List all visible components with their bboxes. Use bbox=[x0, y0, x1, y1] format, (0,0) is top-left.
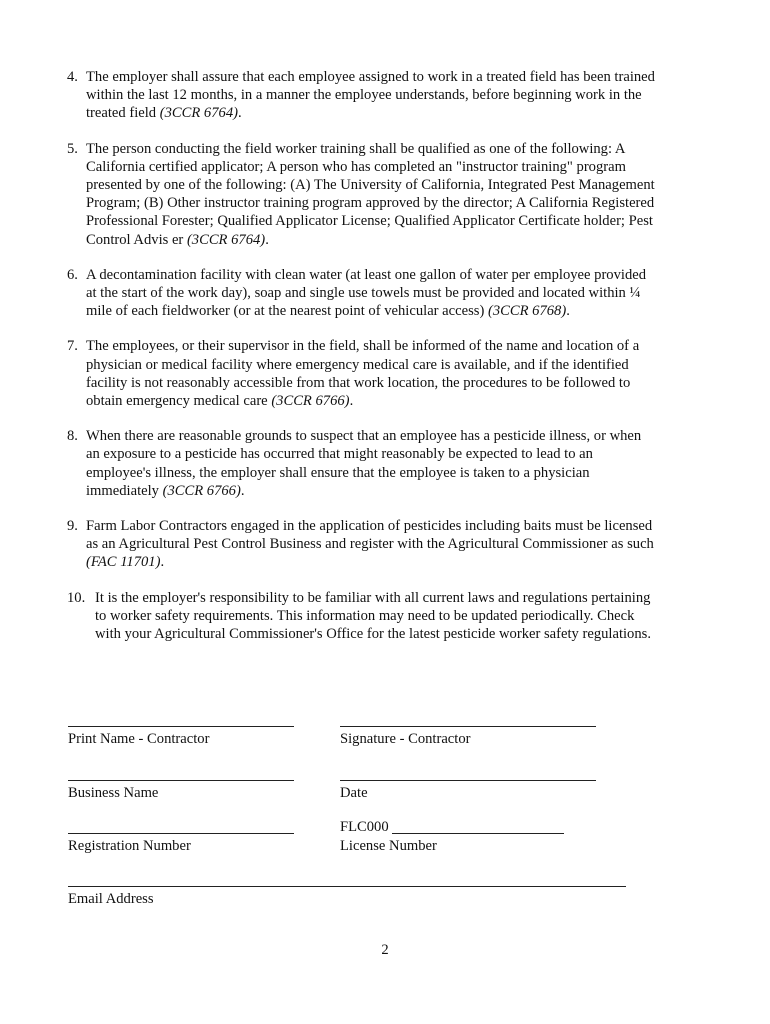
list-item bbox=[67, 266, 657, 321]
requirements-list bbox=[67, 68, 657, 660]
item-text: When there are reasonable grounds to suspect that an employee has a pesticide illness, or when an exposure to a pesticide has occurred that might reasonably be expected to lead to an employee's illness, the employer shall ensure that the employee is taken to a physician immediately bbox=[86, 428, 642, 499]
item-tail: . bbox=[566, 303, 570, 320]
date-label: Date bbox=[340, 785, 368, 801]
item-number: 4. bbox=[67, 69, 78, 85]
item-tail: . bbox=[160, 554, 165, 571]
item-number: 9. bbox=[67, 518, 78, 535]
list-item bbox=[67, 427, 657, 500]
date-line[interactable] bbox=[340, 780, 596, 781]
signature-line[interactable] bbox=[340, 726, 596, 727]
email-label: Email Address bbox=[68, 891, 154, 907]
registration-number-label: Registration Number bbox=[68, 838, 191, 854]
item-number: 10. bbox=[67, 589, 86, 606]
item-text: The employer shall assure that each employee assigned to work in a treated field has been trained within the last 12 months, in a manner the employee understands, before beginning work in the treated field bbox=[86, 69, 655, 122]
email-line[interactable] bbox=[68, 886, 626, 887]
registration-number-line[interactable] bbox=[68, 833, 294, 834]
list-item bbox=[67, 140, 657, 249]
item-text: Farm Labor Contractors engaged in the application of pesticides including baits must be licensed as an Agricultural Pest Control Business and register with the Agricultural Commissioner as such bbox=[86, 518, 654, 553]
item-citation: (3CCR 6766) bbox=[271, 393, 350, 410]
list-item bbox=[67, 517, 657, 572]
item-citation: (3CCR 6768) bbox=[487, 303, 567, 320]
item-number: 6. bbox=[67, 266, 78, 283]
print-name-label: Print Name - Contractor bbox=[68, 731, 210, 747]
business-name-label: Business Name bbox=[68, 785, 159, 801]
signature-label: Signature - Contractor bbox=[340, 731, 471, 747]
print-name-line[interactable] bbox=[68, 726, 294, 727]
page-number: 2 bbox=[381, 942, 389, 958]
item-text: It is the employer's responsibility to be familiar with all current laws and regulations pertaining to worker safety requirements. This information may need to be updated periodically. Check with your Agricultural Commissioner's Office for the latest pesticide worker safety regulations. bbox=[95, 589, 651, 643]
item-citation: (3CCR 6764) bbox=[159, 105, 238, 122]
business-name-line[interactable] bbox=[68, 780, 294, 781]
list-item bbox=[67, 589, 657, 644]
item-number: 8. bbox=[67, 428, 78, 445]
item-tail: . bbox=[238, 105, 242, 122]
item-tail: . bbox=[240, 482, 245, 499]
item-citation: (3CCR 6764) bbox=[186, 231, 266, 248]
flc-prefix: FLC000 bbox=[340, 819, 389, 835]
item-tail: . bbox=[349, 393, 354, 410]
license-number-label: License Number bbox=[340, 838, 437, 854]
item-citation: (3CCR 6766) bbox=[162, 482, 241, 499]
item-number: 5. bbox=[67, 140, 78, 157]
list-item bbox=[67, 337, 657, 410]
license-number-line[interactable] bbox=[392, 833, 564, 834]
item-number: 7. bbox=[67, 338, 78, 355]
item-text: The employees, or their supervisor in the field, shall be informed of the name and location of a physician or medical facility where emergency medical care is available, and if the identified facility is not reasonably accessible from that work location, the procedures to be followed to obtain emergency medical care bbox=[86, 338, 640, 410]
item-citation: (FAC 11701) bbox=[86, 554, 161, 571]
item-tail: . bbox=[265, 231, 269, 248]
item-text: A decontamination facility with clean water (at least one gallon of water per employee provided at the start of the work day), soap and single use towels must be provided and located within ¼ mile of each fieldworker (or at the nearest point of vehicular access) bbox=[86, 266, 647, 320]
item-text: The person conducting the field worker training shall be qualified as one of the following: A California certified applicator; A person who has completed an "instructor training" program presented by one of the following: (A) The University of California, Integrated Pest Management Program; (B) Other instructor training program approved by the director; A California Registered Professional Forester; Qualified Applicator License; Qualified Applicator Certificate holder; Pest Control Advis er bbox=[86, 140, 655, 248]
list-item bbox=[67, 68, 657, 123]
